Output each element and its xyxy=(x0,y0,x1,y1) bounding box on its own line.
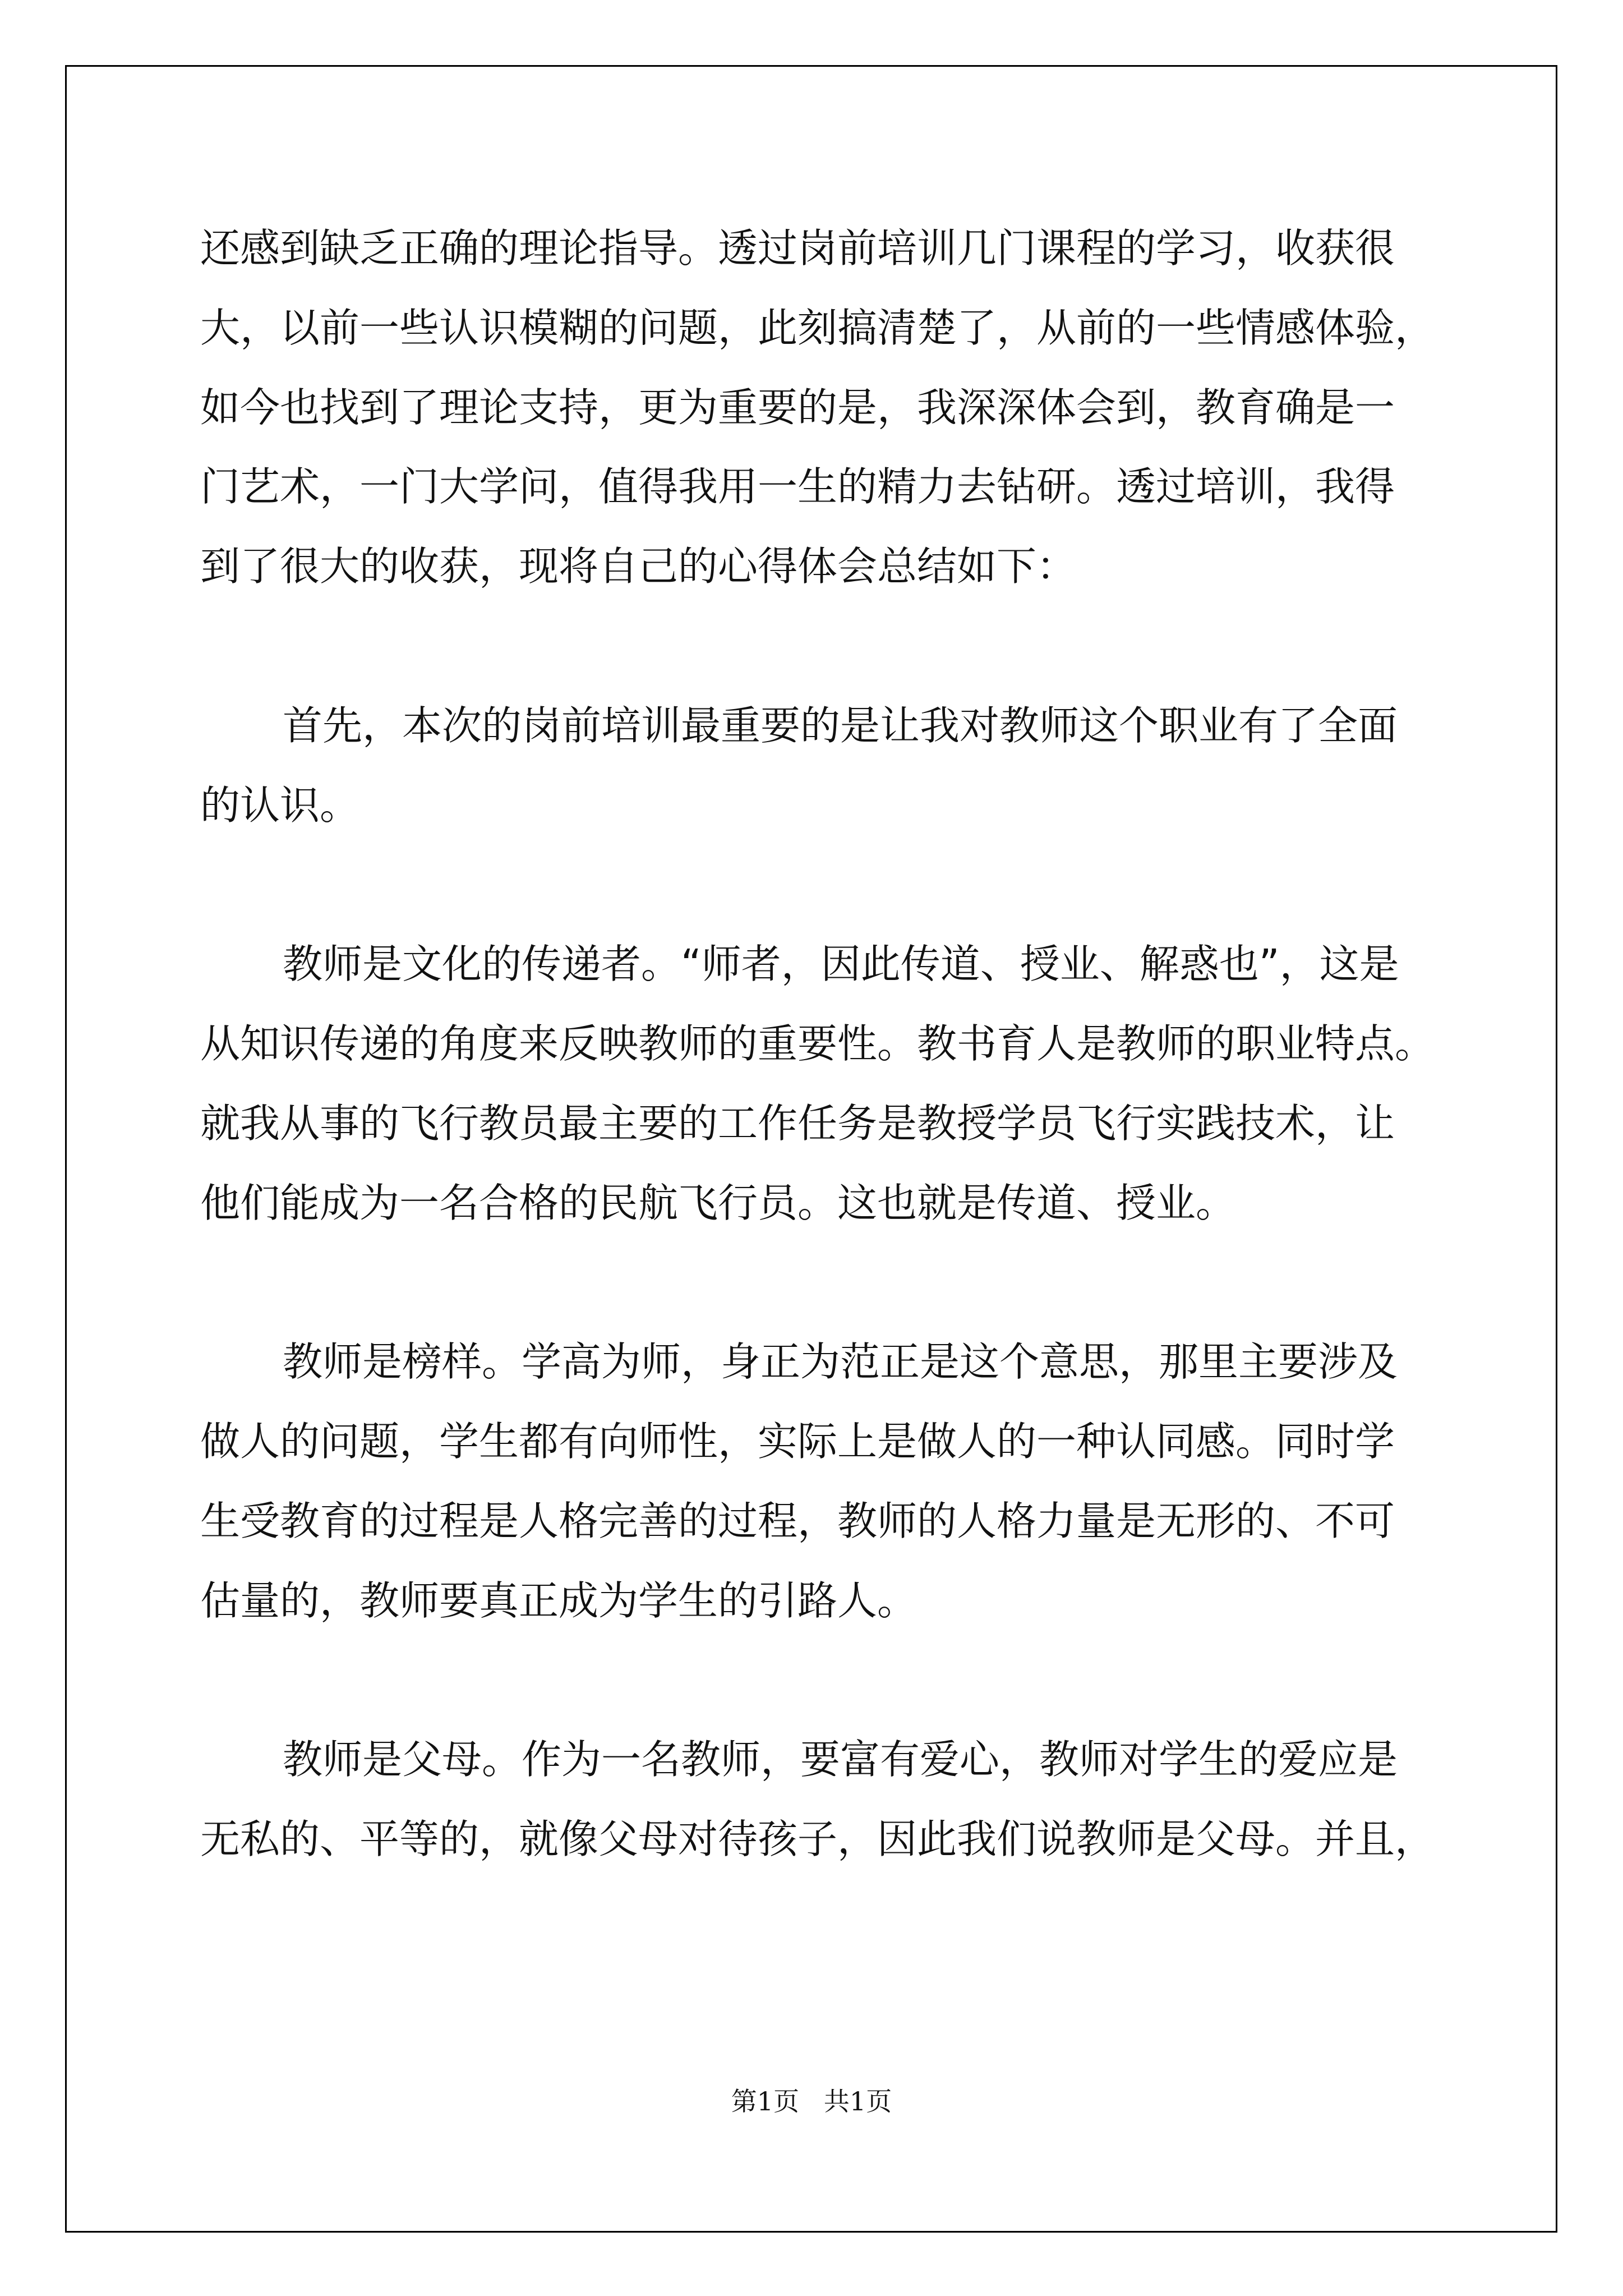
text-line: 估量的，教师要真正成为学生的引路人。 xyxy=(200,1577,917,1624)
text-line: 教师是父母。作为一名教师，要富有爱心，教师对学生的爱应是 xyxy=(283,1736,1398,1783)
text-line: 首先，本次的岗前培训最重要的是让我对教师这个职业有了全面 xyxy=(283,702,1398,749)
text-line: 他们能成为一名合格的民航飞行员。这也就是传道、授业。 xyxy=(200,1179,1236,1226)
page-footer: 第1页 共1页 xyxy=(731,2086,892,2116)
text-line: 就我从事的飞行教员最主要的工作任务是教授学员飞行实践技术，让 xyxy=(200,1099,1395,1147)
text-line: 门艺术，一门大学问，值得我用一生的精力去钻研。透过培训，我得 xyxy=(200,463,1395,510)
text-line: 还感到缺乏正确的理论指导。透过岗前培训几门课程的学习，收获很 xyxy=(200,225,1395,272)
paragraph-spacer xyxy=(200,1640,1440,1720)
text-line: 的认识。 xyxy=(200,781,360,829)
text-line: 教师是榜样。学高为师，身正为范正是这个意思，那里主要涉及 xyxy=(283,1338,1398,1386)
paragraph-spacer xyxy=(200,1243,1440,1322)
text-line: 如今也找到了理论支持，更为重要的是，我深深体会到，教育确是一 xyxy=(200,384,1395,431)
document-body xyxy=(200,209,1440,1879)
text-line: 从知识传递的角度来反映教师的重要性。教书育人是教师的职业特点。 xyxy=(200,1020,1435,1067)
text-line: 做人的问题，学生都有向师性，实际上是做人的一种认同感。同时学 xyxy=(200,1418,1395,1465)
text-line: 教师是文化的传递者。“师者，因此传道、授业、解惑也”，这是 xyxy=(283,941,1399,988)
text-line: 生受教育的过程是人格完善的过程，教师的人格力量是无形的、不可 xyxy=(200,1497,1395,1544)
paragraph-spacer xyxy=(200,845,1440,924)
text-line: 到了很大的收获，现将自己的心得体会总结如下： xyxy=(200,543,1077,590)
text-line: 大，以前一些认识模糊的问题，此刻搞清楚了，从前的一些情感体验， xyxy=(200,304,1435,351)
text-line: 无私的、平等的，就像父母对待孩子，因此我们说教师是父母。并且， xyxy=(200,1815,1435,1862)
paragraph-spacer xyxy=(200,606,1440,686)
